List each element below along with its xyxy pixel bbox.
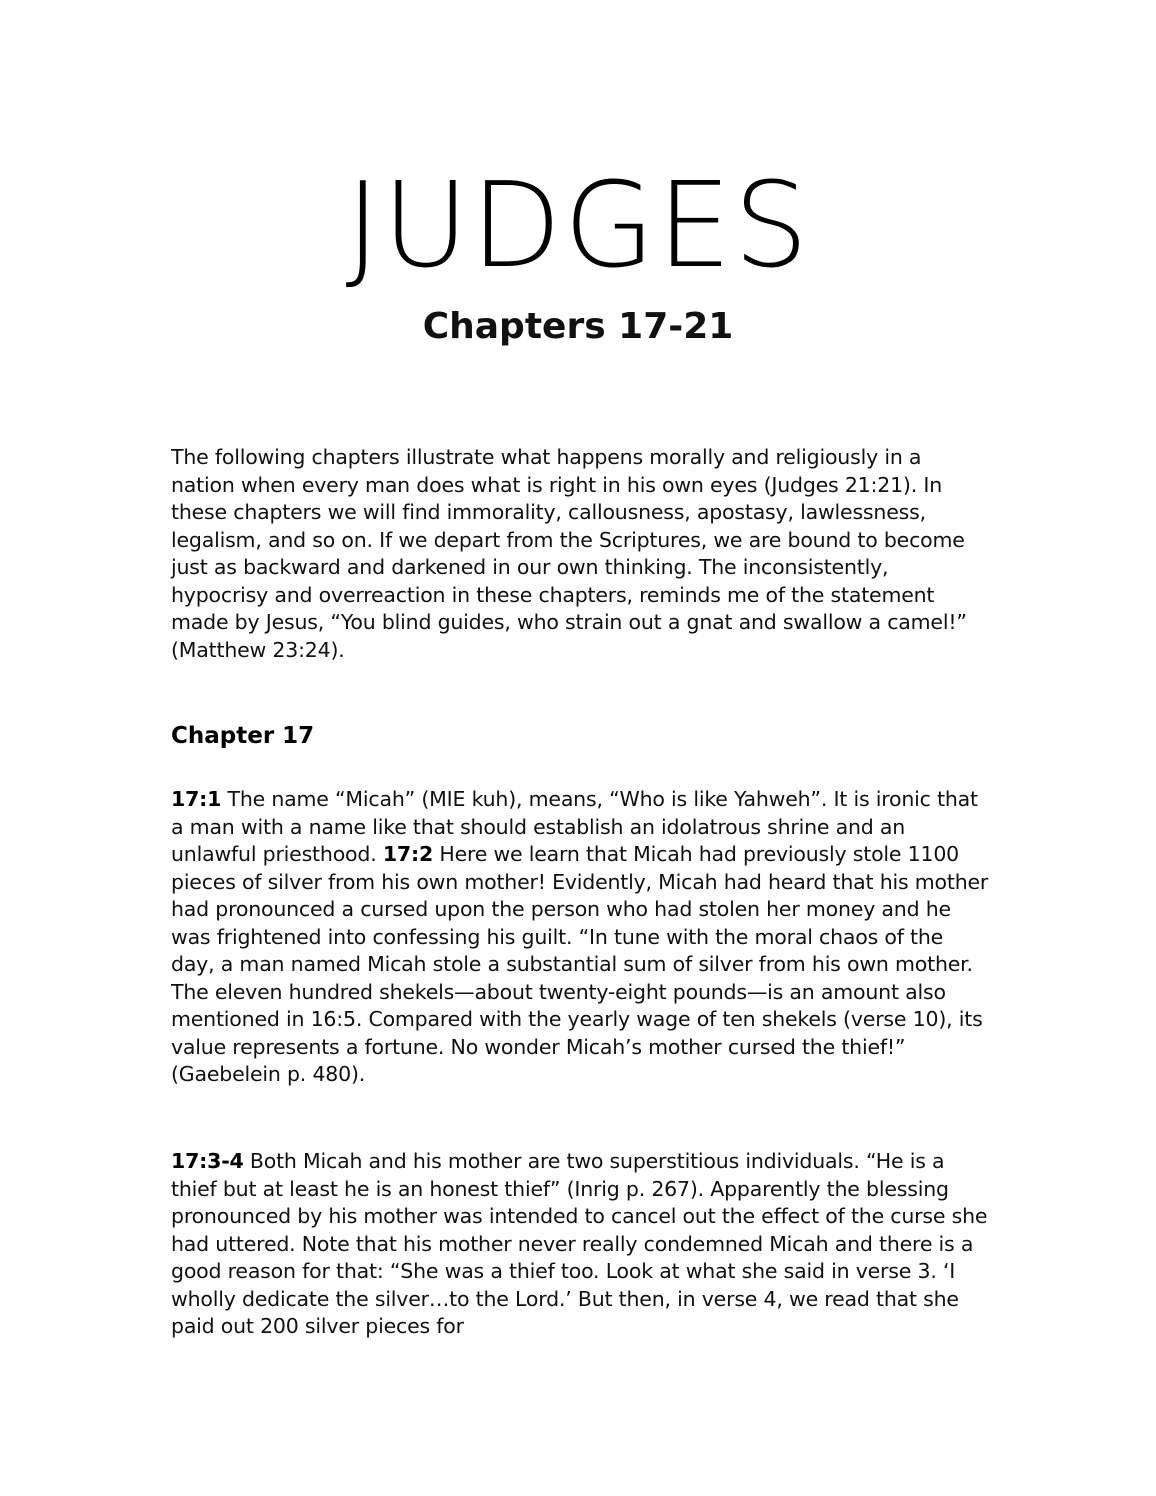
paragraph-text: The name “Micah” (MIE kuh), means, “Who is like Yahweh”. It is ironic that a man with a name like that should establish an idolatrous shrine and an unlawful priesthood. — [171, 787, 978, 866]
paragraph-text: Here we learn that Micah had previously stole 1100 pieces of silver from his own mother! Evidently, Micah had heard that his mother had pronounced a cursed upon the person who had stolen her money and he was frightened into confessing his guilt. “In tune with the moral chaos of the day, a man named Micah stole a substantial sum of silver from his own mother. The eleven hundred shekels—about twenty-eight pounds—is an amount also mentioned in 16:5. Compared with the yearly wage of ten shekels (verse 10), its value represents a fortune. No wonder Micah’s mother cursed the thief!” (Gaebelein p. 480). — [171, 842, 989, 1086]
paragraph-text: Both Micah and his mother are two superstitious individuals. “He is a thief but at least he is an honest thief” (Inrig p. 267). Apparently the blessing pronounced by his mother was intended to cancel out the effect of the curse she had uttered. Note that his mother never really condemned Micah and there is a good reason for that: “She was a thief too. Look at what she said in verse 3. ‘I wholly dedicate the silver…to the Lord.’ But then, in verse 4, we read that she paid out 200 silver pieces for — [171, 1149, 988, 1338]
paragraph-17-1 — [171, 786, 991, 1089]
document-subtitle: Chapters 17-21 — [422, 306, 734, 347]
verse-ref: 17:3-4 — [171, 1149, 244, 1173]
document-title: JUDGES — [345, 156, 811, 294]
paragraph-17-3-4 — [171, 1148, 991, 1341]
verse-ref: 17:2 — [382, 842, 434, 866]
verse-ref: 17:1 — [171, 787, 222, 811]
intro-paragraph: The following chapters illustrate what happens morally and religiously in a nation when every man does what is right in his own eyes (Judges 21:21). In these chapters we will find immorality, callousness, apostasy, lawlessness, legalism, and so on. If we depart from the Scriptures, we are bound to become just as backward and darkened in our own thinking. The inconsistently, hypocrisy and overreaction in these chapters, reminds me of the statement made by Jesus, “You blind guides, who strain out a gnat and swallow a camel!” (Matthew 23:24). — [171, 445, 967, 662]
chapter-heading: Chapter 17 — [171, 723, 315, 749]
